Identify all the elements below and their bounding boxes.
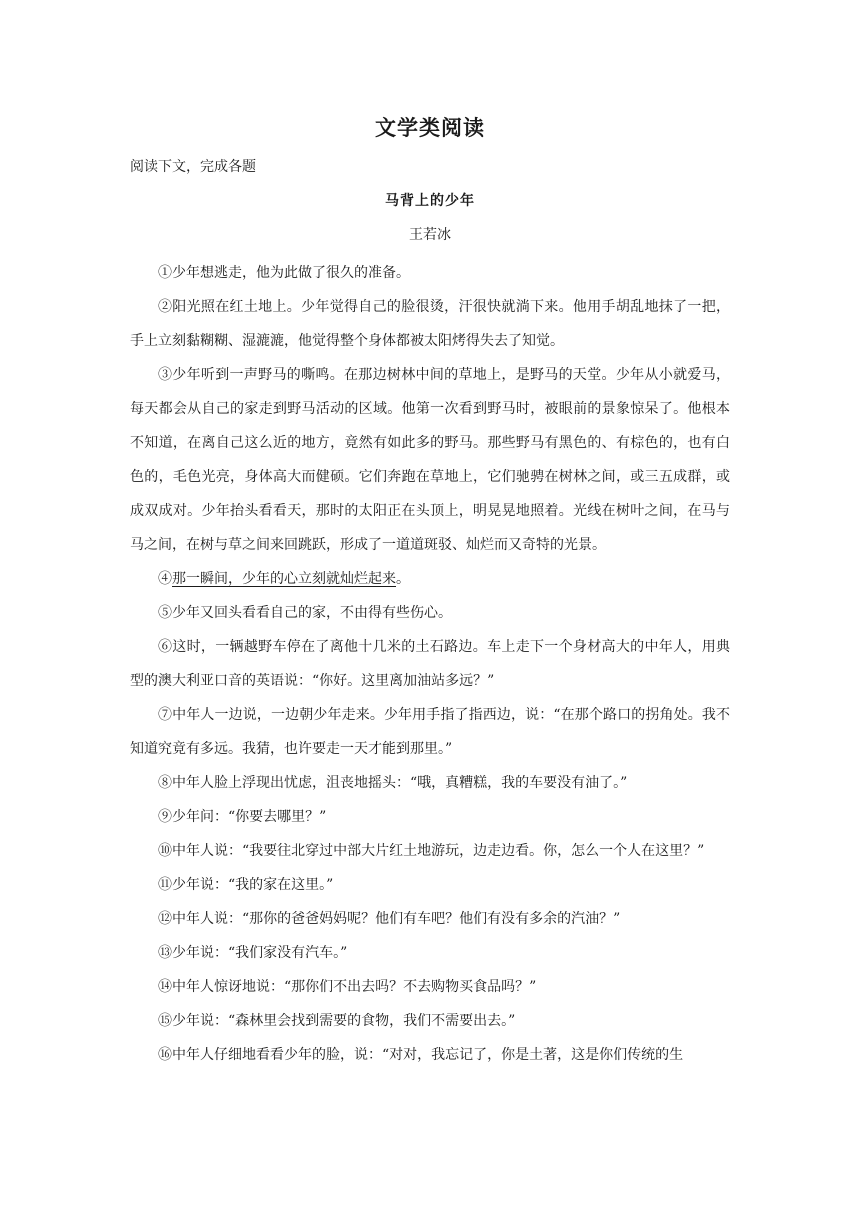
author-name: 王若冰 (409, 227, 451, 243)
paragraph-8: ⑧中年人脸上浮现出忧虑，沮丧地摇头：“哦，真糟糕，我的车要没有油了。” (158, 775, 628, 791)
paragraph-4 (130, 562, 730, 596)
story-title: 马背上的少年 (385, 193, 475, 209)
paragraph-15: ⑮少年说：“森林里会找到需要的食物，我们不需要出去。” (158, 1013, 516, 1029)
document-title: 文学类阅读 (375, 115, 485, 140)
paragraph-2: ②阳光照在红土地上。少年觉得自己的脸很烫，汗很快就淌下来。他用手胡乱地抹了一把，手上立刻黏糊糊、湿漉漉，他觉得整个身体都被太阳烤得失去了知觉。 (130, 299, 730, 349)
paragraph-7: ⑦中年人一边说，一边朝少年走来。少年用手指了指西边，说：“在那个路口的拐角处。我不知道究竟有多远。我猜，也许要走一天才能到那里。” (130, 707, 730, 757)
paragraph-13: ⑬少年说：“我们家没有汽车。” (158, 945, 348, 961)
paragraph-4-tail: 。 (396, 571, 410, 587)
paragraph-14: ⑭中年人惊讶地说：“那你们不出去吗？不去购物买食品吗？” (158, 979, 537, 995)
paragraph-10: ⑩中年人说：“我要往北穿过中部大片红土地游玩，边走边看。你，怎么一个人在这里？” (158, 843, 705, 859)
underlined-sentence: 那一瞬间，少年的心立刻就灿烂起来 (172, 571, 396, 587)
paragraph-4-number: ④ (158, 571, 172, 587)
paragraph-1: ①少年想逃走，他为此做了很久的准备。 (158, 265, 410, 281)
paragraph-3: ③少年听到一声野马的嘶鸣。在那边树林中间的草地上，是野马的天堂。少年从小就爱马，每天都会从自己的家走到野马活动的区域。他第一次看到野马时，被眼前的景象惊呆了。他根本不知道，在离自己这么近的地方，竟然有如此多的野马。那些野马有黑色的、有棕色的，也有白色的，毛色光亮，身体高大而健硕。它们奔跑在草地上，它们驰骋在树林之间，或三五成群，或成双成对。少年抬头看看天，那时的太阳正在头顶上，明晃晃地照着。光线在树叶之间，在马与马之间，在树与草之间来回跳跃，形成了一道道斑驳、灿烂而又奇特的光景。 (130, 367, 730, 553)
paragraph-11: ⑪少年说：“我的家在这里。” (158, 877, 334, 893)
instruction-text: 阅读下文，完成各题 (130, 159, 256, 175)
story-body (130, 256, 730, 1072)
paragraph-16: ⑯中年人仔细地看看少年的脸，说：“对对，我忘记了，你是土著，这是你们传统的生 (158, 1047, 684, 1063)
paragraph-12: ⑫中年人说：“那你的爸爸妈妈呢？他们有车吧？他们有没有多余的汽油？” (158, 911, 621, 927)
paragraph-6: ⑥这时，一辆越野车停在了离他十几米的土石路边。车上走下一个身材高大的中年人，用典型的澳大利亚口音的英语说：“你好。这里离加油站多远？” (130, 639, 730, 689)
paragraph-5: ⑤少年又回头看看自己的家，不由得有些伤心。 (158, 605, 452, 621)
paragraph-9: ⑨少年问：“你要去哪里？” (158, 809, 327, 825)
